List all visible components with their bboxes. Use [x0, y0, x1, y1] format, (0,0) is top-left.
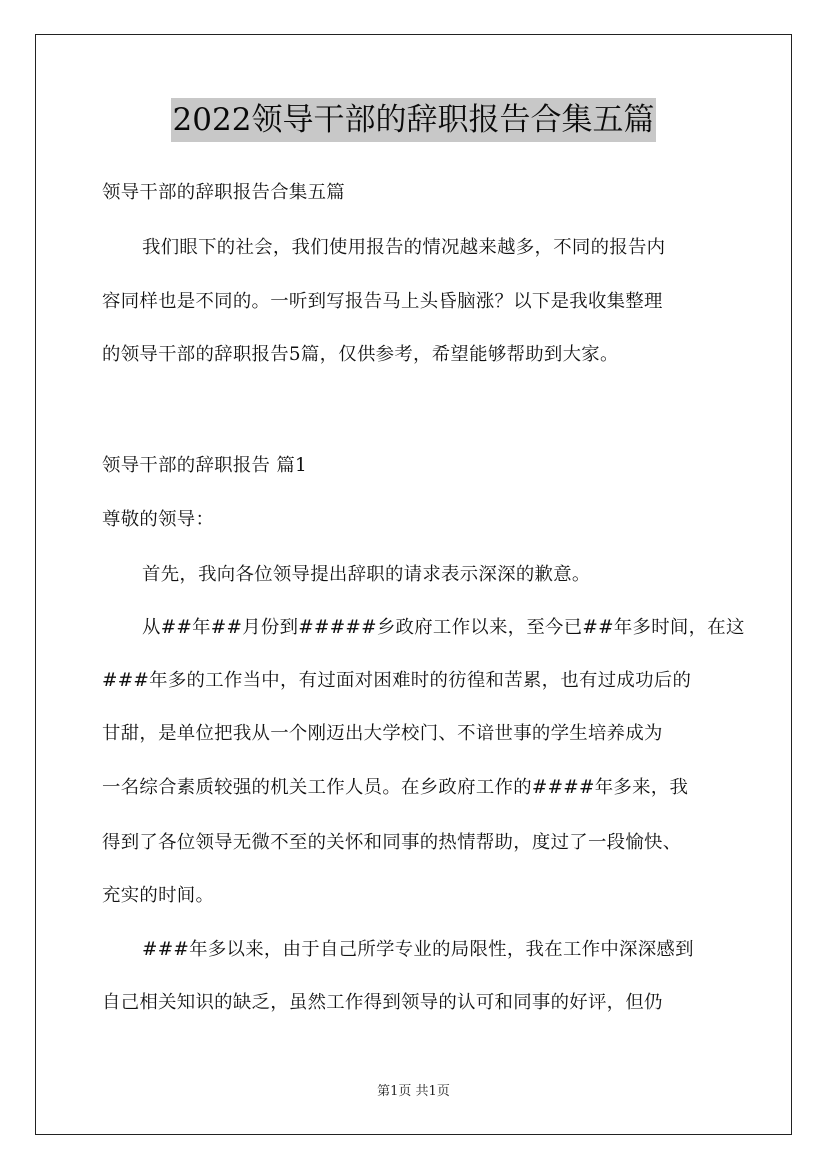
body-line-5: 一名综合素质较强的机关工作人员。在乡政府工作的####年多来，我 — [102, 777, 689, 798]
body-line-3: ###年多的工作当中，有过面对困难时的彷徨和苦累，也有过成功后的 — [102, 670, 692, 691]
body-line-8: ###年多以来，由于自己所学专业的局限性，我在工作中深深感到 — [142, 939, 694, 960]
body-line-6: 得到了各位领导无微不至的关怀和同事的热情帮助，度过了一段愉快、 — [102, 832, 682, 853]
body-line-7: 充实的时间。 — [102, 885, 215, 906]
document-title-block — [0, 98, 827, 142]
intro-line-2: 容同样也是不同的。一听到写报告马上头昏脑涨？以下是我收集整理 — [102, 291, 663, 312]
intro-line-1: 我们眼下的社会，我们使用报告的情况越来越多，不同的报告内 — [142, 237, 666, 258]
body-line-1: 首先，我向各位领导提出辞职的请求表示深深的歉意。 — [142, 564, 591, 585]
document-title: 2022领导干部的辞职报告合集五篇 — [171, 98, 657, 142]
intro-line-3: 的领导干部的辞职报告5篇，仅供参考，希望能够帮助到大家。 — [102, 344, 619, 365]
section-heading: 领导干部的辞职报告 篇1 — [102, 455, 308, 476]
page-footer: 第1页 共1页 — [377, 1084, 450, 1099]
body-line-9: 自己相关知识的缺乏，虽然工作得到领导的认可和同事的好评，但仍 — [102, 992, 663, 1013]
body-line-2: 从##年##月份到#####乡政府工作以来，至今已##年多时间，在这 — [142, 617, 745, 638]
salutation: 尊敬的领导： — [102, 509, 215, 530]
subtitle-line: 领导干部的辞职报告合集五篇 — [102, 182, 345, 203]
body-line-4: 甘甜，是单位把我从一个刚迈出大学校门、不谙世事的学生培养成为 — [102, 723, 663, 744]
